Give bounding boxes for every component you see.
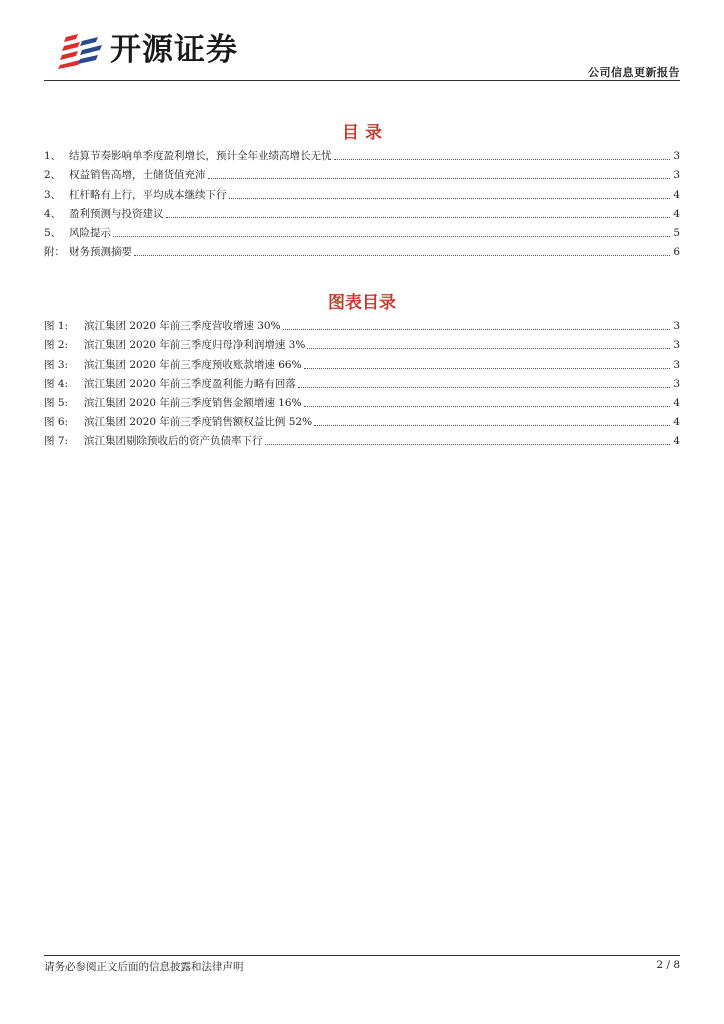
dot-leader bbox=[298, 387, 670, 388]
dot-leader bbox=[166, 217, 671, 218]
report-type-label: 公司信息更新报告 bbox=[588, 66, 680, 79]
toc-entry-page-number: 4 bbox=[673, 188, 680, 201]
toc-entry-page-number: 3 bbox=[673, 169, 680, 182]
dot-leader bbox=[307, 348, 670, 349]
footer-disclaimer: 请务必参阅正文后面的信息披露和法律声明 bbox=[44, 961, 244, 973]
figure-entry-text: 滨江集团 2020 年前三季度销售金额增速 16% bbox=[84, 396, 302, 409]
figure-entry-page-number: 4 bbox=[673, 396, 680, 409]
toc-entry[interactable] bbox=[44, 144, 680, 163]
footer-divider bbox=[44, 955, 680, 956]
toc-entry-number: 附： bbox=[44, 246, 65, 259]
figure-entry[interactable] bbox=[44, 333, 680, 352]
dot-leader bbox=[304, 368, 670, 369]
figures-toc-list bbox=[44, 314, 680, 448]
dot-leader bbox=[283, 329, 670, 330]
dot-leader bbox=[304, 406, 670, 407]
toc-entry-number: 4、 bbox=[44, 207, 62, 220]
figure-entry[interactable] bbox=[44, 410, 680, 429]
figure-entry[interactable] bbox=[44, 391, 680, 410]
figure-entry-page-number: 4 bbox=[673, 435, 680, 448]
dot-leader bbox=[134, 255, 670, 256]
logo-text: 开源证券 bbox=[110, 32, 238, 68]
figures-toc-title: 图表目录 bbox=[328, 293, 396, 313]
figure-entry-page-number: 3 bbox=[673, 377, 680, 390]
figure-entry-page-number: 4 bbox=[673, 416, 680, 429]
toc-title: 目 录 bbox=[342, 123, 382, 143]
toc-entry-number: 5、 bbox=[44, 226, 62, 239]
header-divider bbox=[44, 80, 680, 81]
toc-entry[interactable] bbox=[44, 240, 680, 259]
figure-entry-number: 图 3: bbox=[44, 358, 69, 371]
toc-entry-text: 财务预测摘要 bbox=[69, 246, 132, 259]
dot-leader bbox=[334, 159, 671, 160]
toc-entry-page-number: 3 bbox=[673, 150, 680, 163]
toc-entry-number: 3、 bbox=[44, 188, 62, 201]
dot-leader bbox=[265, 444, 671, 445]
toc-entry-text: 杠杆略有上行，平均成本继续下行 bbox=[69, 188, 227, 201]
figure-entry-number: 图 5: bbox=[44, 396, 69, 409]
page-header bbox=[0, 0, 724, 82]
toc-entry-page-number: 6 bbox=[673, 246, 680, 259]
figure-entry[interactable] bbox=[44, 372, 680, 391]
figure-entry-text: 滨江集团剔除预收后的资产负债率下行 bbox=[84, 435, 263, 448]
toc-entry[interactable] bbox=[44, 202, 680, 221]
company-logo bbox=[58, 24, 238, 69]
toc-entry-text: 风险提示 bbox=[69, 226, 111, 239]
toc-entry-page-number: 5 bbox=[673, 226, 680, 239]
figure-entry-number: 图 2: bbox=[44, 339, 69, 352]
logo-stripes-icon bbox=[58, 25, 106, 69]
toc-entry-text: 盈利预测与投资建议 bbox=[69, 207, 164, 220]
figure-entry-page-number: 3 bbox=[673, 358, 680, 371]
figure-entry-number: 图 7: bbox=[44, 435, 69, 448]
toc-entry-text: 权益销售高增，土储货值充沛 bbox=[69, 169, 206, 182]
figure-entry-page-number: 3 bbox=[673, 339, 680, 352]
toc-entry-number: 1、 bbox=[44, 150, 62, 163]
figure-entry-number: 图 6: bbox=[44, 416, 69, 429]
figure-entry-page-number: 3 bbox=[673, 320, 680, 333]
figure-entry-number: 图 4: bbox=[44, 377, 69, 390]
toc-entry-page-number: 4 bbox=[673, 207, 680, 220]
figure-entry-text: 滨江集团 2020 年前三季度盈利能力略有回落 bbox=[84, 377, 296, 390]
dot-leader bbox=[314, 425, 670, 426]
figure-entry-text: 滨江集团 2020 年前三季度归母净利润增速 3% bbox=[84, 339, 306, 352]
figure-entry-number: 图 1: bbox=[44, 320, 69, 333]
dot-leader bbox=[208, 178, 671, 179]
toc-list bbox=[44, 144, 680, 259]
dot-leader bbox=[113, 236, 670, 237]
toc-entry-number: 2、 bbox=[44, 169, 62, 182]
figure-entry-text: 滨江集团 2020 年前三季度销售额权益比例 52% bbox=[84, 416, 313, 429]
toc-entry[interactable] bbox=[44, 163, 680, 182]
figure-entry[interactable] bbox=[44, 429, 680, 448]
toc-entry-text: 结算节奏影响单季度盈利增长，预计全年业绩高增长无忧 bbox=[69, 150, 332, 163]
toc-entry[interactable] bbox=[44, 182, 680, 201]
toc-entry[interactable] bbox=[44, 221, 680, 240]
figure-entry[interactable] bbox=[44, 314, 680, 333]
figure-entry-text: 滨江集团 2020 年前三季度预收账款增速 66% bbox=[84, 358, 302, 371]
figure-entry-text: 滨江集团 2020 年前三季度营收增速 30% bbox=[84, 320, 281, 333]
page-indicator: 2 / 8 bbox=[656, 959, 680, 971]
figure-entry[interactable] bbox=[44, 352, 680, 371]
dot-leader bbox=[229, 198, 671, 199]
